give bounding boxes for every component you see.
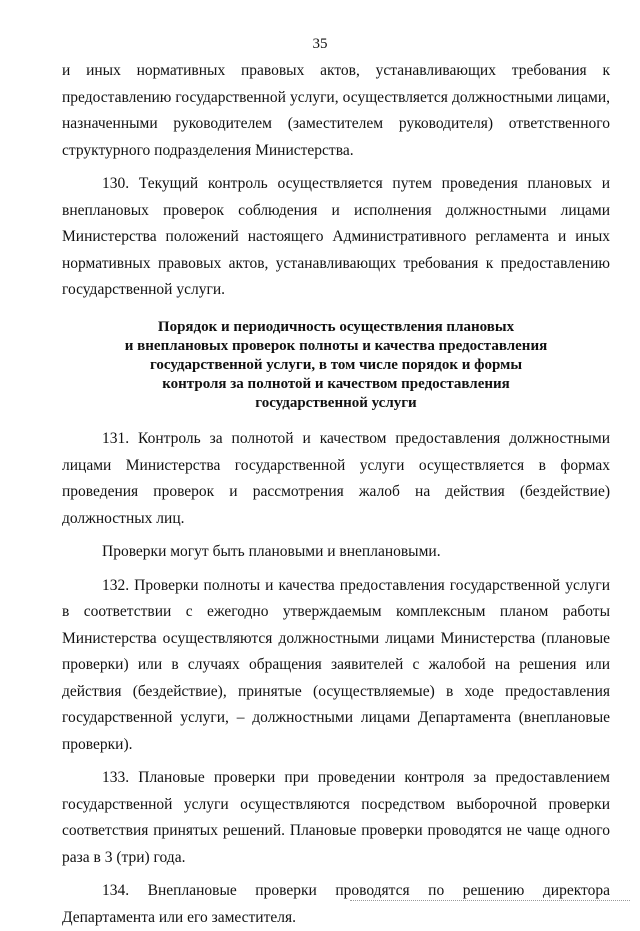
paragraph-133: 133. Плановые проверки при проведении контроля за предоставлением государственной услуги осуществляются посредством выборочной проверки соответствия принятых решений. Плановые проверки проводятся не чаще одного раза в 3 (три) года.	[62, 769, 610, 866]
scan-edge-marks	[350, 900, 630, 903]
paragraph-131: 131. Контроль за полнотой и качеством предоставления должностными лицами Министерства государственной услуги осуществляется в формах проведения проверок и рассмотрения жалоб на действия (бездействие) должностных лиц.	[62, 430, 610, 527]
heading-line-2: и внеплановых проверок полноты и качества предоставления	[124, 338, 548, 354]
paragraph-131-b: Проверки могут быть плановыми и внеплановыми.	[102, 543, 441, 560]
page-number: 35	[312, 36, 328, 52]
paragraph-132: 132. Проверки полноты и качества предоставления государственной услуги в соответствии с ежегодно утверждаемым комплексным планом работы Министерства осуществляются должностными лицами Министерства (плановые проверки) или в случаях обращения заявителей с жалобой на решения или действия (бездействие), принятые (осуществляемые) в ходе предоставления государственной услуги, – должностными лицами Департамента (внеплановые проверки).	[62, 576, 610, 753]
heading-line-4: контроля за полнотой и качеством предоставления	[162, 376, 510, 392]
paragraph-130: 130. Текущий контроль осуществляется путем проведения плановых и внеплановых проверок соблюдения и исполнения должностными лицами Министерства положений настоящего Административного регламента и иных нормативных правовых актов, устанавливающих требования к предоставлению государственной услуги.	[62, 175, 610, 298]
paragraph-continuation: и иных нормативных правовых актов, устанавливающих требования к предоставлению государственной услуги, осуществляется должностными лицами, назначенными руководителем (заместителем руководителя) ответственного структурного подразделения Министерства.	[62, 62, 610, 159]
heading-line-3: государственной услуги, в том числе порядок и формы	[149, 357, 523, 373]
paragraph-134: 134. Внеплановые проверки проводятся по решению директора Департамента или его заместителя.	[62, 882, 610, 926]
heading-line-1: Порядок и периодичность осуществления плановых	[157, 319, 515, 335]
heading-line-5: государственной услуги	[255, 395, 417, 411]
section-heading	[62, 318, 610, 413]
text-block-bottom	[62, 426, 610, 931]
text-block-top	[62, 58, 610, 304]
